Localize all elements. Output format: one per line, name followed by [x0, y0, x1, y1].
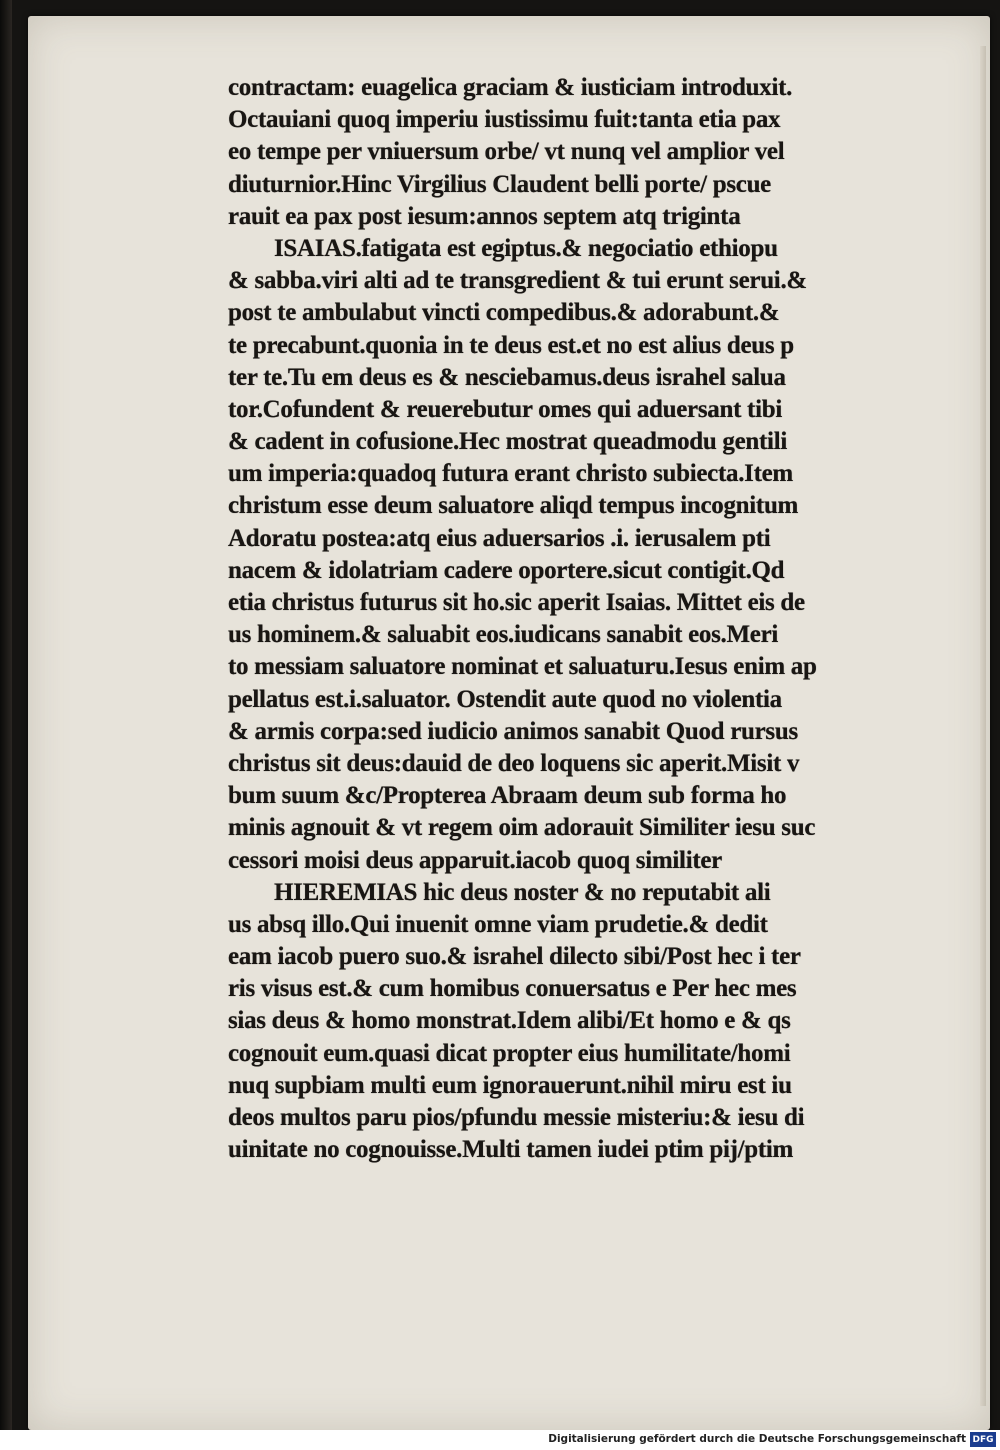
- text-line: post te ambulabut vincti compedibus.& adorabunt.&: [228, 299, 780, 327]
- text-line: us hominem.& saluabit eos.iudicans sanabit eos.Meri: [228, 621, 779, 649]
- text-line: to messiam saluatore nominat et saluaturu.Iesus enim ap: [228, 653, 817, 681]
- text-line: te precabunt.quonia in te deus est.et no est alius deus p: [228, 331, 794, 359]
- text-line: christus sit deus:dauid de deo loquens sic aperit.Misit v: [228, 749, 800, 777]
- text-line: deos multos paru pios/pfundu messie misteriu:& iesu di: [228, 1104, 805, 1131]
- text-line: sias deus & homo monstrat.Idem alibi/Et homo e & qs: [228, 1007, 791, 1035]
- footer-credit: Digitalisierung gefördert durch die Deutsche Forschungsgemeinschaft: [548, 1433, 966, 1445]
- text-line: diuturnior.Hinc Virgilius Claudent belli porte/ pscue: [228, 170, 771, 198]
- text-line: etia christus futurus sit ho.sic aperit Isaias. Mittet eis de: [228, 589, 805, 616]
- text-line: contractam: euagelica graciam & iusticiam introduxit.: [228, 74, 793, 101]
- text-line: eam iacob puero suo.& israhel dilecto sibi/Post hec i ter: [228, 943, 801, 971]
- book-spine-edge: [0, 0, 12, 1430]
- dfg-logo: DFG: [970, 1432, 996, 1447]
- text-line: eo tempe per vniuersum orbe/ vt nunq vel amplior vel: [228, 138, 785, 166]
- text-line: HIEREMIAS hic deus noster & no reputabit ali: [274, 878, 771, 906]
- text-line: tor.Cofundent & reuerebutur omes qui aduersant tibi: [228, 395, 782, 423]
- text-line: nacem & idolatriam cadere oportere.sicut contigit.Qd: [228, 556, 785, 584]
- text-line: pellatus est.i.saluator. Ostendit aute quod no violentia: [228, 685, 782, 713]
- text-line: us absq illo.Qui inuenit omne viam prudetie.& dedit: [228, 910, 768, 938]
- text-line: ISAIAS.fatigata est egiptus.& negociatio ethiopu: [274, 234, 778, 262]
- text-line: & sabba.viri alti ad te transgredient & tui erunt serui.&: [228, 267, 807, 295]
- text-line: & cadent in cofusione.Hec mostrat queadmodu gentili: [228, 428, 787, 456]
- text-line: & armis corpa:sed iudicio animos sanabit Quod rursus: [228, 717, 798, 745]
- text-line: minis agnouit & vt regem oim adorauit Similiter iesu suc: [228, 814, 816, 842]
- text-line: ris visus est.& cum homibus conuersatus e Per hec mes: [228, 975, 797, 1003]
- text-line: cessori moisi deus apparuit.iacob quoq similiter: [228, 846, 722, 874]
- text-line: um imperia:quadoq futura erant christo subiecta.Item: [228, 460, 793, 488]
- text-line: rauit ea pax post iesum:annos septem atq triginta: [228, 202, 741, 230]
- text-line: cognouit eum.quasi dicat propter eius humilitate/homi: [228, 1039, 791, 1067]
- page-edge-shading: [980, 46, 986, 1406]
- text-line: Octauiani quoq imperiu iustissimu fuit:tanta etia pax: [228, 106, 781, 134]
- text-line: nuq supbiam multi eum ignorauerunt.nihil miru est iu: [228, 1071, 792, 1099]
- text-block: [228, 72, 918, 1166]
- text-line: Adoratu postea:atq eius aduersarios .i. ierusalem pti: [228, 524, 771, 552]
- text-line: ter te.Tu em deus es & nesciebamus.deus israhel salua: [228, 363, 786, 391]
- text-line: christum esse deum saluatore aliqd tempus incognitum: [228, 492, 799, 520]
- text-line: bum suum &c/Propterea Abraam deum sub forma ho: [228, 782, 787, 810]
- text-line: uinitate no cognouisse.Multi tamen iudei ptim pij/ptim: [228, 1136, 794, 1164]
- footer-bar: [0, 1430, 1000, 1450]
